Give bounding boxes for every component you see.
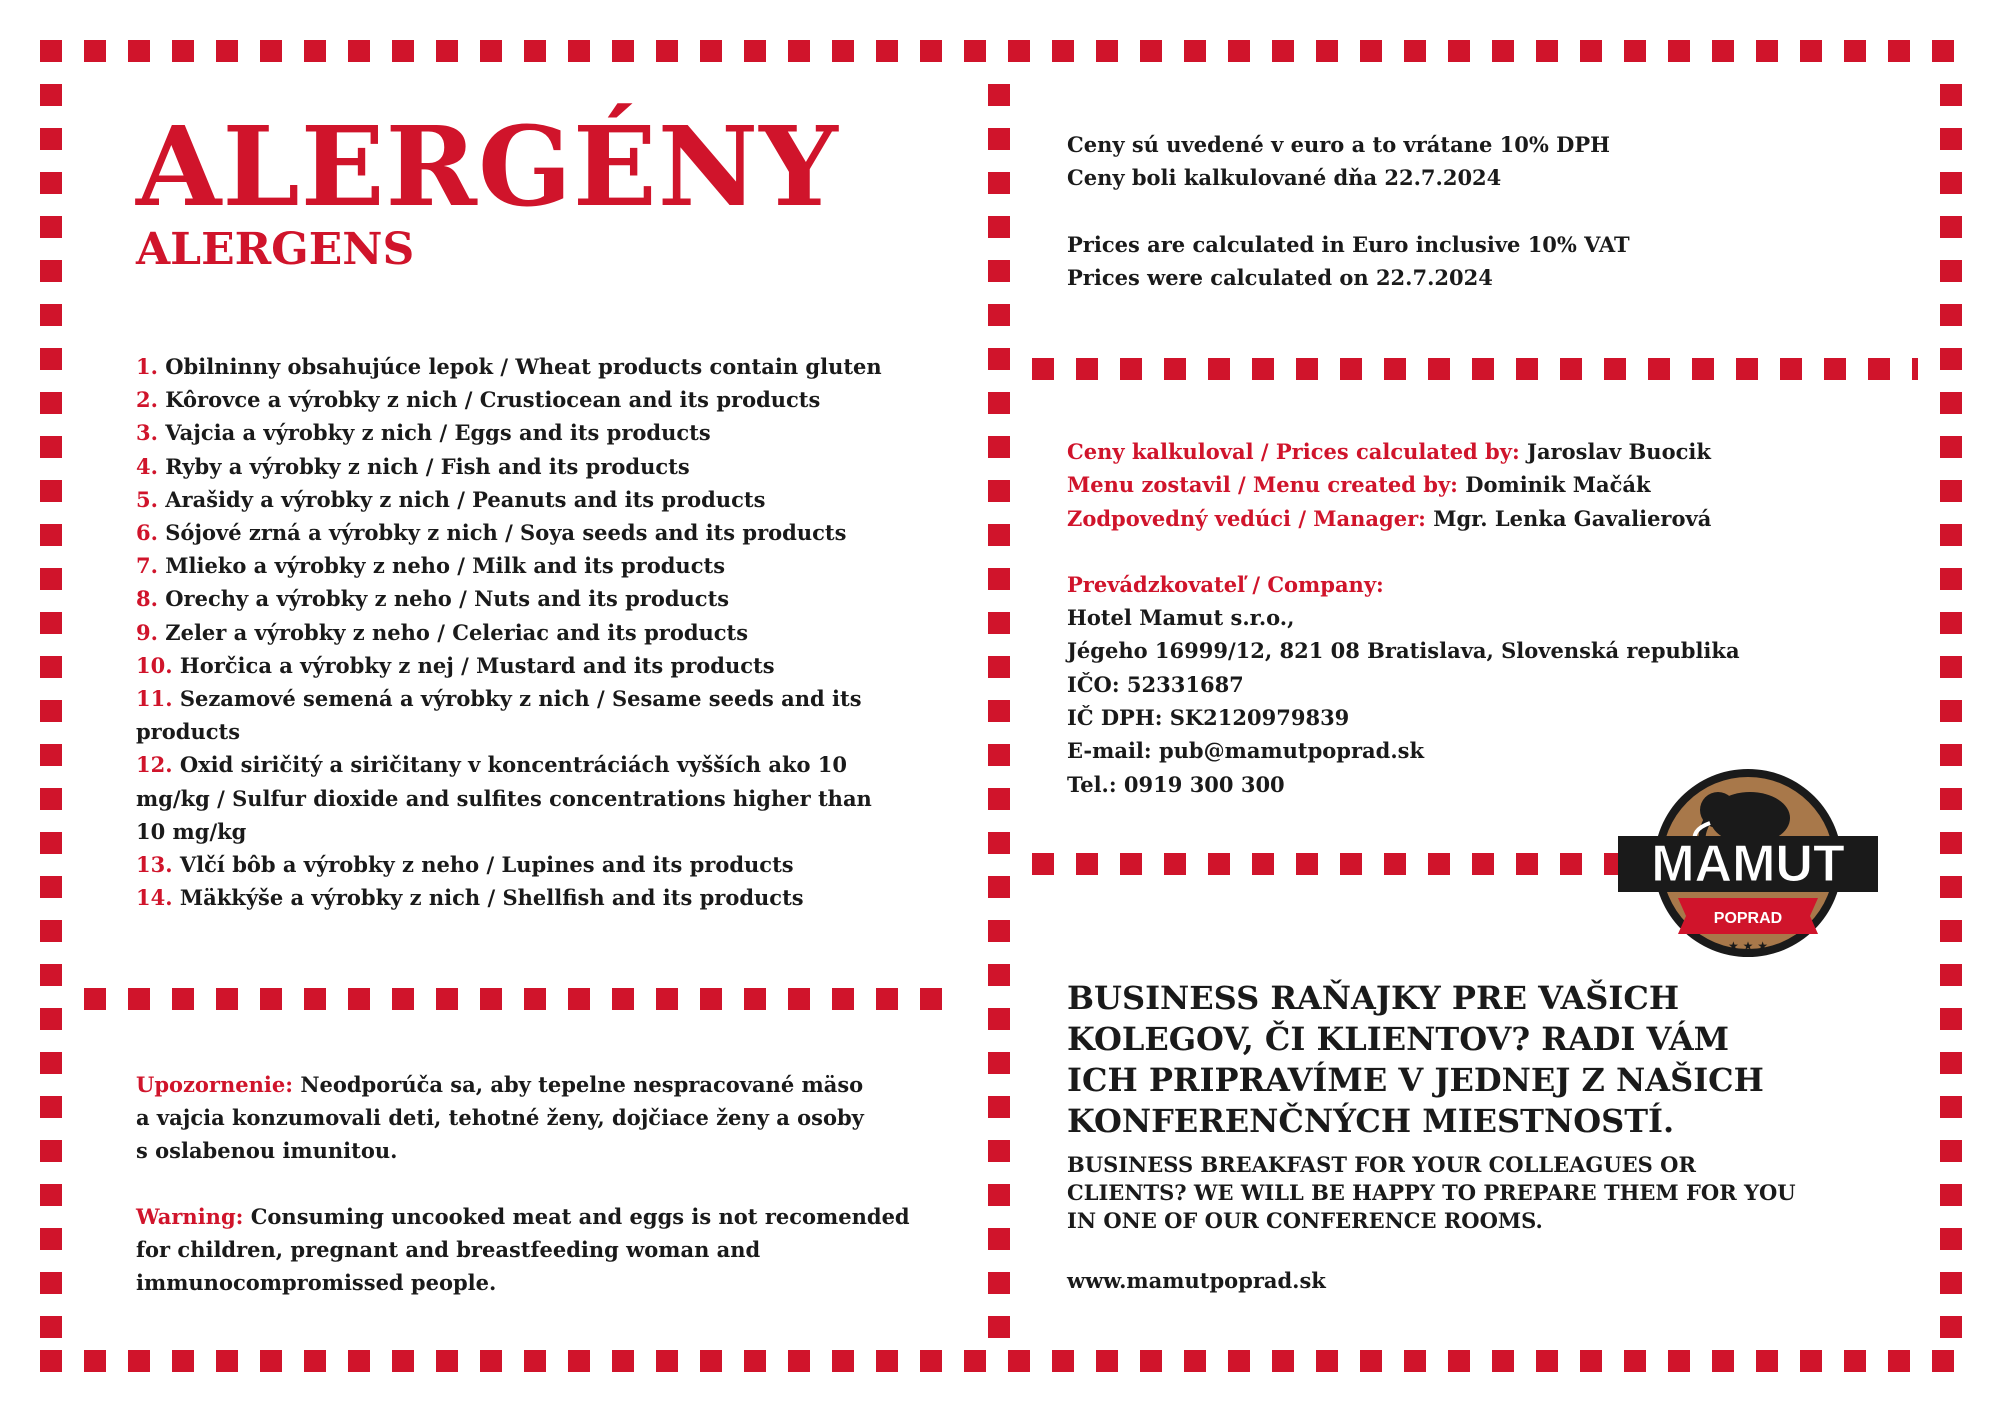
list-item: 3. Vajcia a výrobky z nich / Eggs and its products (136, 420, 711, 446)
website-link[interactable]: www.mamutpoprad.sk (1067, 1268, 1326, 1293)
border-bottom (40, 1350, 1970, 1372)
warning-en-label: Warning: (136, 1204, 244, 1229)
list-item: 7. Mlieko a výrobky z neho / Milk and its products (136, 553, 726, 579)
list-item: 12. Oxid siričitý a siričitany v koncentráciách vyšších ako 10 mg/kg / Sulfur dioxide and sulfites concentrations higher than 10 mg/kg (136, 752, 872, 844)
border-right (1940, 84, 1962, 1344)
page-title: ALERGÉNY (136, 102, 839, 231)
list-item: 2. Kôrovce a výrobky z nich / Crustiocean and its products (136, 387, 821, 413)
border-left (40, 84, 62, 1344)
mamut-logo-graphic (1618, 768, 1878, 958)
list-item: 5. Arašidy a výrobky z nich / Peanuts and its products (136, 486, 766, 512)
list-item: 14. Mäkkýše a výrobky z nich / Shellfish and its products (136, 885, 804, 911)
border-center (988, 84, 1010, 1344)
page-subtitle: ALERGENS (136, 224, 415, 275)
divider-right-top (1032, 358, 1918, 380)
warning-sk: Upozornenie: Neodporúča sa, aby tepelne nespracované mäso a vajcia konzumovali deti, tehotné ženy, dojčiace ženy a osoby s oslabenou imunitou. (136, 1072, 864, 1163)
mamut-logo (1618, 768, 1878, 958)
company-address: Jégeho 16999/12, 821 08 Bratislava, Slovenská republika (1067, 638, 1740, 664)
promo-sk: BUSINESS RAŇAJKY PRE VAŠICH KOLEGOV, ČI KLIENTOV? RADI VÁM ICH PRIPRAVÍME V JEDNEJ Z NAŠICH KONFERENČNÝCH MIESTNOSTÍ. (1067, 979, 1764, 1140)
company-tel[interactable]: Tel.: 0919 300 300 (1067, 771, 1285, 797)
credits: Ceny kalkuloval / Prices calculated by: Jaroslav Buocik Menu zostavil / Menu created by: Dominik Mačák Zodpovedný vedúci / Manager: Mgr. Lenka Gavalierová Prevádzkovateľ / Company: Hotel Mamut s.r.o., Jégeho 16999/12, 821 08 Bratislava, Slovenská republika IČO: 52331687 IČ DPH: SK2120979839 E-mail: pub@mamutpoprad.sk Tel.: 0919 300 300 (1067, 435, 1740, 801)
list-item: 9. Zeler a výrobky z neho / Celeriac and its products (136, 619, 749, 645)
warning-sk-label: Upozornenie: (136, 1072, 293, 1097)
logo-stars: ★ ★ ★ (1728, 939, 1768, 953)
allergen-list (136, 350, 896, 914)
list-item: 4. Ryby a výrobky z nich / Fish and its products (136, 453, 690, 479)
company-label: Prevádzkovateľ / Company: (1067, 571, 1384, 597)
logo-brand-text: MAMUT (1651, 835, 1845, 893)
list-item: 11. Sezamové semená a výrobky z nich / Sesame seeds and its products (136, 686, 862, 745)
logo-ribbon-text: POPRAD (1713, 910, 1783, 927)
list-item: 6. Sójové zrná a výrobky z nich / Soya seeds and its products (136, 520, 847, 546)
company-ico: IČO: 52331687 (1067, 671, 1244, 697)
list-item: 8. Orechy a výrobky z neho / Nuts and its products (136, 586, 730, 612)
divider-left (84, 988, 964, 1010)
divider-right-mid (1032, 853, 1632, 875)
list-item: 10. Horčica a výrobky z nej / Mustard and its products (136, 652, 775, 678)
promo-en: BUSINESS BREAKFAST FOR YOUR COLLEAGUES OR CLIENTS? WE WILL BE HAPPY TO PREPARE THEM FOR YOU IN ONE OF OUR CONFERENCE ROOMS. (1067, 1152, 1796, 1233)
list-item: 1. Obilninny obsahujúce lepok / Wheat products contain gluten (136, 354, 882, 379)
company-name: Hotel Mamut s.r.o., (1067, 605, 1295, 631)
company-icdph: IČ DPH: SK2120979839 (1067, 705, 1350, 731)
prices-info: Ceny sú uvedené v euro a to vrátane 10% DPH Ceny boli kalkulované dňa 22.7.2024 Prices are calculated in Euro inclusive 10% VAT Prices were calculated on 22.7.2024 (1067, 132, 1630, 290)
company-email[interactable]: E-mail: pub@mamutpoprad.sk (1067, 738, 1425, 764)
list-item: 13. Vlčí bôb a výrobky z neho / Lupines and its products (136, 852, 794, 878)
warning-en: Warning: Consuming uncooked meat and eggs is not recomended for children, pregnant and breastfeeding woman and immunocompromissed people. (136, 1204, 910, 1295)
border-top (40, 40, 1970, 62)
